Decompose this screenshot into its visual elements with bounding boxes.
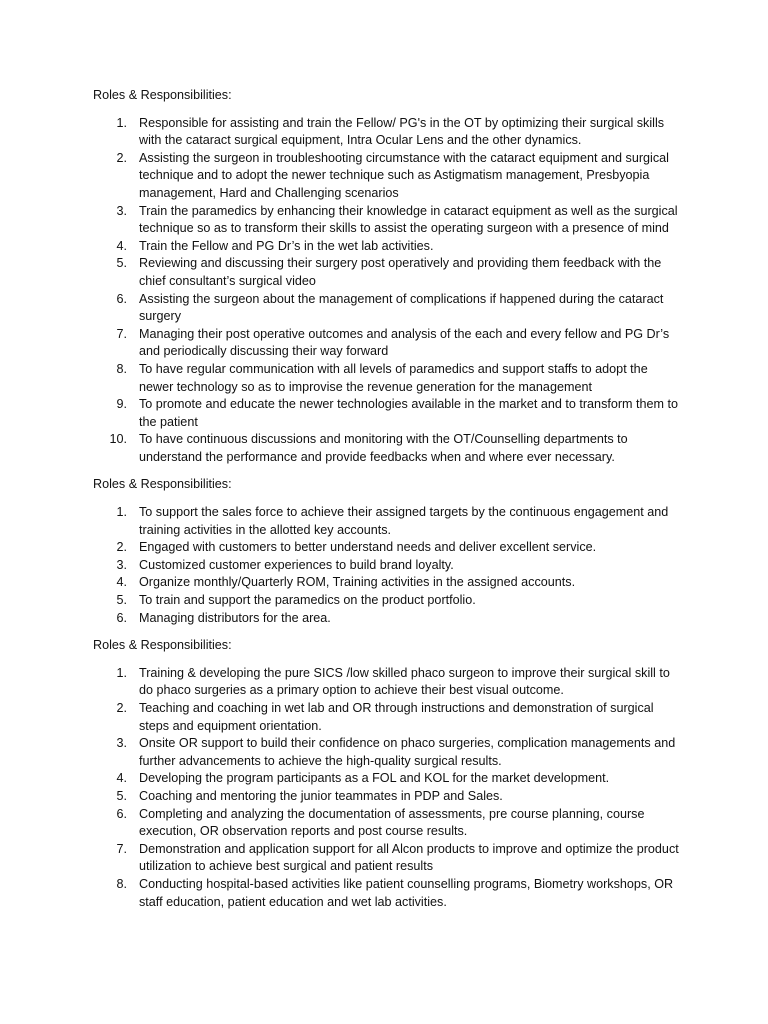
item-number: 10. xyxy=(109,432,127,447)
item-number: 2. xyxy=(116,540,127,555)
list-item xyxy=(93,504,683,539)
item-text: To promote and educate the newer technologies available in the market and to transform them to the patient xyxy=(139,397,679,429)
item-number: 3. xyxy=(116,557,127,572)
section-heading: Roles & Responsibilities: xyxy=(93,638,232,653)
item-number: 3. xyxy=(116,736,127,751)
item-number: 5. xyxy=(116,593,127,608)
item-number: 1. xyxy=(116,115,127,130)
item-number: 5. xyxy=(116,256,127,271)
item-text: Reviewing and discussing their surgery post operatively and providing them feedback with the chief consultant’s surgical video xyxy=(139,256,662,288)
responsibility-list xyxy=(93,504,683,627)
item-text: Onsite OR support to build their confidence on phaco surgeries, complication managements and further advancements to achieve the high-quality surgical results. xyxy=(139,736,676,768)
item-text: To support the sales force to achieve their assigned targets by the continuous engagement and training activities in the allotted key accounts. xyxy=(139,505,669,537)
item-number: 9. xyxy=(116,397,127,412)
list-item xyxy=(93,431,683,466)
list-item xyxy=(93,203,683,238)
item-text: Completing and analyzing the documentation of assessments, pre course planning, course execution, OR observation reports and post course results. xyxy=(139,806,645,839)
item-number: 8. xyxy=(116,361,127,376)
list-item xyxy=(93,788,683,806)
item-text: To have regular communication with all levels of paramedics and support staffs to adopt the newer technology so as to improvise the revenue generation for the management xyxy=(139,361,648,394)
item-text: Managing their post operative outcomes and analysis of the each and every fellow and PG Dr’s and periodically discussing their way forward xyxy=(139,326,670,359)
item-number: 4. xyxy=(116,575,127,590)
list-item xyxy=(93,238,683,256)
list-item xyxy=(93,665,683,700)
item-number: 4. xyxy=(116,771,127,786)
item-text: Assisting the surgeon in troubleshooting circumstance with the cataract equipment and surgical technique and to adopt the newer technique such as Astigmatism management, Presbyopia management, Hard and Challenging scenarios xyxy=(139,150,669,200)
item-text: Developing the program participants as a FOL and KOL for the market development. xyxy=(139,771,610,786)
list-item xyxy=(93,539,683,557)
item-number: 7. xyxy=(116,326,127,341)
list-item xyxy=(93,115,683,150)
section-heading: Roles & Responsibilities: xyxy=(93,477,232,492)
item-text: Train the Fellow and PG Dr’s in the wet lab activities. xyxy=(139,238,434,253)
item-text: Conducting hospital-based activities like patient counselling programs, Biometry workshops, OR staff education, patient education and wet lab activities. xyxy=(139,876,674,909)
item-number: 8. xyxy=(116,876,127,891)
item-text: Organize monthly/Quarterly ROM, Training activities in the assigned accounts. xyxy=(139,575,576,590)
item-number: 2. xyxy=(116,150,127,165)
list-item xyxy=(93,557,683,575)
item-text: Engaged with customers to better understand needs and deliver excellent service. xyxy=(139,540,597,555)
item-number: 7. xyxy=(116,841,127,856)
item-text: To have continuous discussions and monitoring with the OT/Counselling departments to understand the performance and provide feedbacks when and where ever necessary. xyxy=(139,432,628,464)
item-text: Assisting the surgeon about the management of complications if happened during the cataract surgery xyxy=(139,291,664,324)
list-item xyxy=(93,592,683,610)
list-item xyxy=(93,255,683,290)
item-number: 2. xyxy=(116,701,127,715)
section-2 xyxy=(93,476,683,627)
item-number: 6. xyxy=(116,291,127,306)
item-number: 6. xyxy=(116,806,127,821)
list-item xyxy=(93,806,683,841)
list-item xyxy=(93,610,683,628)
item-text: Responsible for assisting and train the Fellow/ PG's in the OT by optimizing their surgical skills with the cataract surgical equipment, Intra Ocular Lens and the other dynamics. xyxy=(139,115,665,148)
item-number: 1. xyxy=(116,505,127,520)
item-number: 1. xyxy=(116,665,127,680)
list-item xyxy=(93,700,683,735)
list-item xyxy=(93,574,683,592)
section-3 xyxy=(93,637,683,911)
item-number: 4. xyxy=(116,238,127,253)
item-text: Train the paramedics by enhancing their knowledge in cataract equipment as well as the surgical technique so as to transform their skills to assist the operating surgeon with a presence of mind xyxy=(139,203,678,236)
item-text: To train and support the paramedics on the product portfolio. xyxy=(139,593,476,608)
item-text: Coaching and mentoring the junior teammates in PDP and Sales. xyxy=(139,788,503,803)
list-item xyxy=(93,396,683,431)
responsibility-list xyxy=(93,665,683,911)
list-item xyxy=(93,326,683,361)
list-item xyxy=(93,361,683,396)
section-1 xyxy=(93,87,683,466)
list-item xyxy=(93,841,683,876)
document-page xyxy=(93,87,683,911)
item-number: 3. xyxy=(116,203,127,218)
item-text: Teaching and coaching in wet lab and OR through instructions and demonstration of surgical steps and equipment orientation. xyxy=(139,701,654,733)
item-text: Demonstration and application support for all Alcon products to improve and optimize the product utilization to achieve best surgical and patient results xyxy=(139,841,679,874)
list-item xyxy=(93,876,683,911)
item-number: 6. xyxy=(116,610,127,625)
section-heading: Roles & Responsibilities: xyxy=(93,88,232,102)
list-item xyxy=(93,770,683,788)
item-text: Managing distributors for the area. xyxy=(139,610,331,625)
list-item xyxy=(93,150,683,203)
item-number: 5. xyxy=(116,788,127,803)
list-item xyxy=(93,291,683,326)
item-text: Training & developing the pure SICS /low skilled phaco surgeon to improve their surgical skill to do phaco surgeries as a primary option to achieve their best visual outcome. xyxy=(139,665,670,698)
item-text: Customized customer experiences to build brand loyalty. xyxy=(139,557,454,572)
list-item xyxy=(93,735,683,770)
responsibility-list xyxy=(93,115,683,467)
